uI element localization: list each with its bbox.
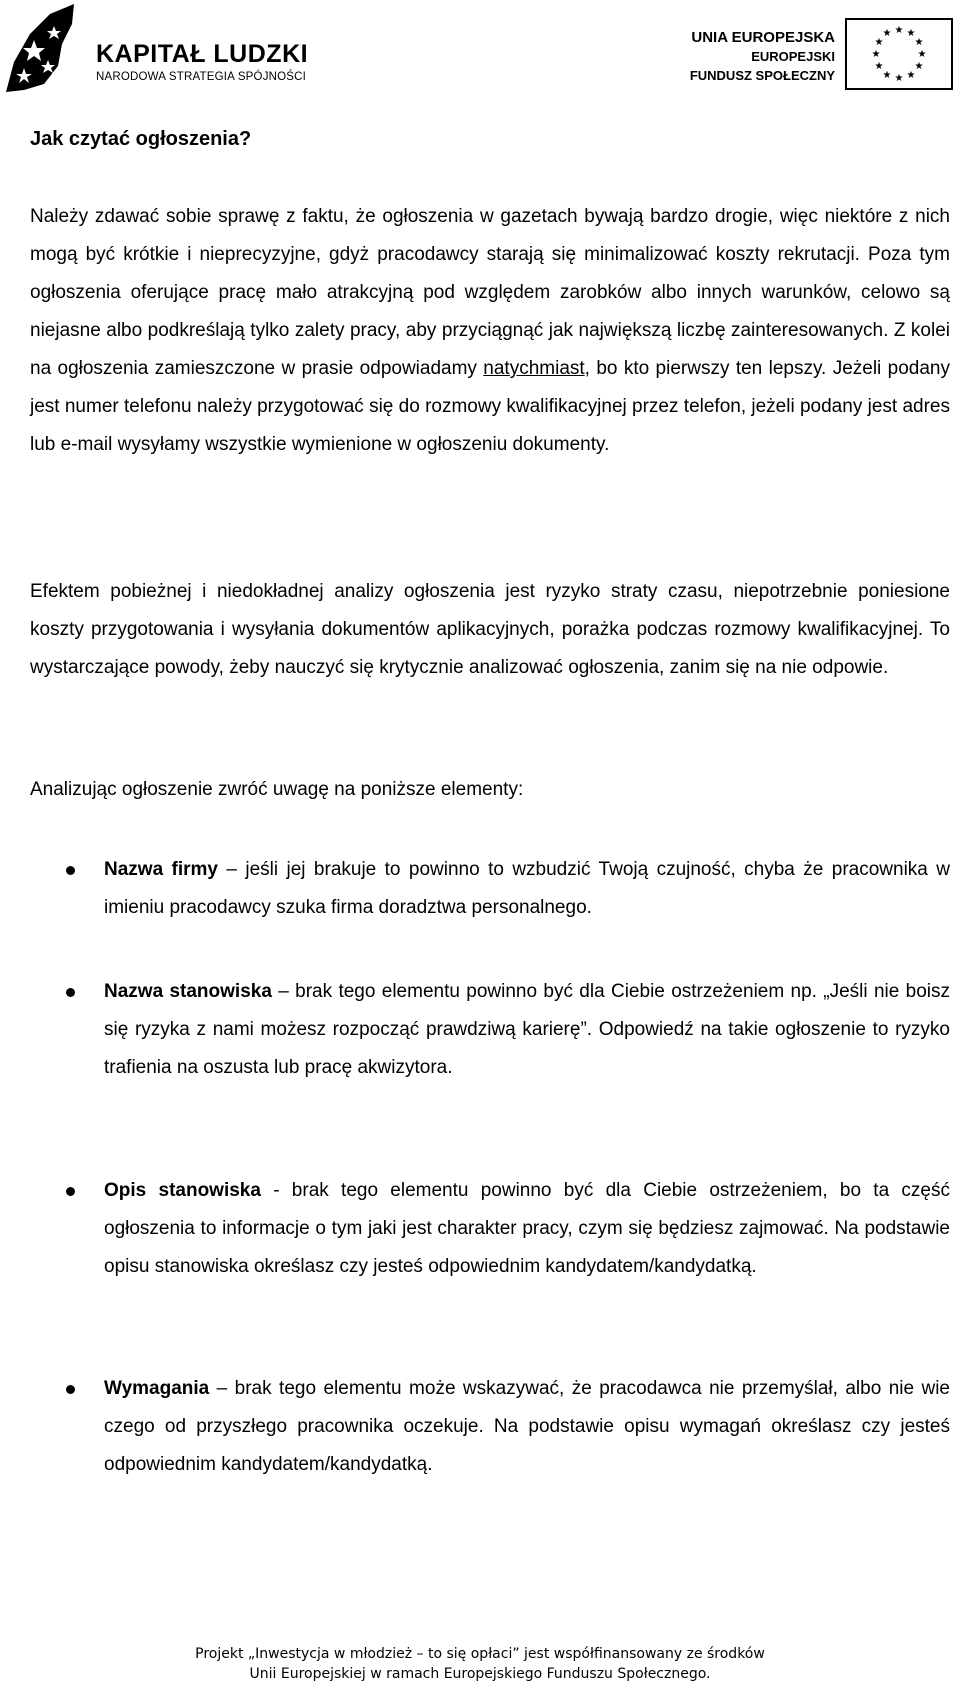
list-item-term: Nazwa stanowiska [104, 981, 272, 1002]
list-item-company-name [104, 851, 950, 927]
paragraph-list-intro [30, 771, 950, 809]
logo-subtitle-text: NARODOWA STRATEGIA SPÓJNOŚCI [96, 71, 307, 83]
eu-logo-text [690, 28, 835, 85]
eu-line-2: EUROPEJSKI [751, 49, 835, 64]
svg-text:★: ★ [906, 28, 916, 39]
svg-text:★: ★ [871, 49, 881, 60]
logo-brand-text: KAPITAŁ LUDZKI [96, 40, 309, 68]
eu-logo [689, 16, 960, 96]
svg-text:★: ★ [894, 73, 904, 84]
paragraph-intro [30, 198, 950, 464]
kapital-ludzki-logo [4, 4, 324, 96]
svg-text:★: ★ [906, 70, 916, 81]
paragraph-intro-text-1: Należy zdawać sobie sprawę z faktu, że ogłoszenia w gazetach bywają bardzo drogie, więc niektóre z nich mogą być krótkie i nieprecyzyjne, gdyż pracodawcy starają się minimalizować koszty rekrutacji. Poza tym ogłoszenia oferujące pracę mało atrakcyjną pod względem zarobków albo innych warunków, celowo są niejasne albo podkreślają tylko zalety pracy, aby przyciągnąć jak największą liczbę zainteresowanych. Z kolei na ogłoszenia zamieszczone w prasie odpowiadamy [30, 206, 950, 379]
underlined-word: natychmiast [483, 358, 585, 379]
bullet-icon [66, 988, 75, 997]
list-item-position-description [104, 1172, 950, 1286]
eu-line-1: UNIA EUROPEJSKA [691, 29, 835, 46]
paragraph-consequences [30, 573, 950, 687]
list-item-term: Opis stanowiska [104, 1180, 261, 1201]
list-item-position-name [104, 973, 950, 1087]
bullet-icon [66, 1187, 75, 1196]
svg-text:★: ★ [874, 61, 884, 72]
svg-text:★: ★ [894, 25, 904, 36]
list-item-term: Nazwa firmy [104, 859, 218, 880]
list-item-text: - brak tego elementu powinno być dla Ciebie ostrzeżeniem, bo ta część ogłoszenia to informacje o tym jaki jest charakter pracy, czym się będziesz zajmować. Na podstawie opisu stanowiska określasz czy jesteś odpowiednim kandydatem/kandydatką. [104, 1180, 950, 1277]
list-item-requirements [104, 1370, 950, 1484]
paragraph-list-intro-text: Analizując ogłoszenie zwróć uwagę na poniższe elementy: [30, 779, 524, 800]
bullet-icon [66, 866, 75, 875]
list-item-text: – jeśli jej brakuje to powinno to wzbudzić Twoją czujność, chyba że pracownika w imieniu pracodawcy szuka firma doradztwa personalnego. [104, 859, 950, 918]
paragraph-intro-text-2: , bo kto pierwszy ten lepszy. Jeżeli podany jest numer telefonu należy przygotować się do rozmowy kwalifikacyjnej przez telefon, jeżeli podany jest adres lub e-mail wysyłamy wszystkie wymienione w ogłoszeniu dokumenty. [30, 358, 950, 455]
svg-text:★: ★ [917, 49, 927, 60]
svg-text:★: ★ [914, 37, 924, 48]
list-item-term: Wymagania [104, 1378, 210, 1399]
svg-text:★: ★ [882, 28, 892, 39]
eu-line-3: FUNDUSZ SPOŁECZNY [689, 68, 835, 83]
bullet-icon [66, 1385, 75, 1394]
list-item-text: – brak tego elementu może wskazywać, że pracodawca nie przemyślał, albo nie wie czego od przyszłego pracownika oczekuje. Na podstawie opisu wymagań określasz czy jesteś odpowiednim kandydatem/kandydatką. [104, 1378, 950, 1475]
footer-line-1: Projekt „Inwestycja w młodzież – to się opłaci” jest współfinansowany ze środków [195, 1646, 765, 1662]
footer-line-2: Unii Europejskiej w ramach Europejskiego Funduszu Społecznego. [249, 1666, 711, 1682]
eu-flag-icon [845, 18, 953, 90]
kapital-ludzki-emblem-icon [4, 4, 86, 94]
svg-text:★: ★ [914, 61, 924, 72]
svg-text:★: ★ [882, 70, 892, 81]
page-title: Jak czytać ogłoszenia? [30, 128, 252, 150]
paragraph-consequences-text: Efektem pobieżnej i niedokładnej analizy ogłoszenia jest ryzyko straty czasu, niepotrzebnie poniesione koszty przygotowania i wysyłania dokumentów aplikacyjnych, porażka podczas rozmowy kwalifikacyjnej. To wystarczające powody, żeby nauczyć się krytycznie analizować ogłoszenia, zanim się na nie odpowie. [30, 581, 950, 678]
footer [0, 1644, 960, 1684]
list-item-text: – brak tego elementu powinno być dla Ciebie ostrzeżeniem np. „Jeśli nie boisz się ryzyka z nami możesz rozpocząć prawdziwą karierę”. Odpowiedź na takie ogłoszenie to ryzyko trafienia na oszusta lub pracę akwizytora. [104, 981, 950, 1078]
svg-text:★: ★ [874, 37, 884, 48]
